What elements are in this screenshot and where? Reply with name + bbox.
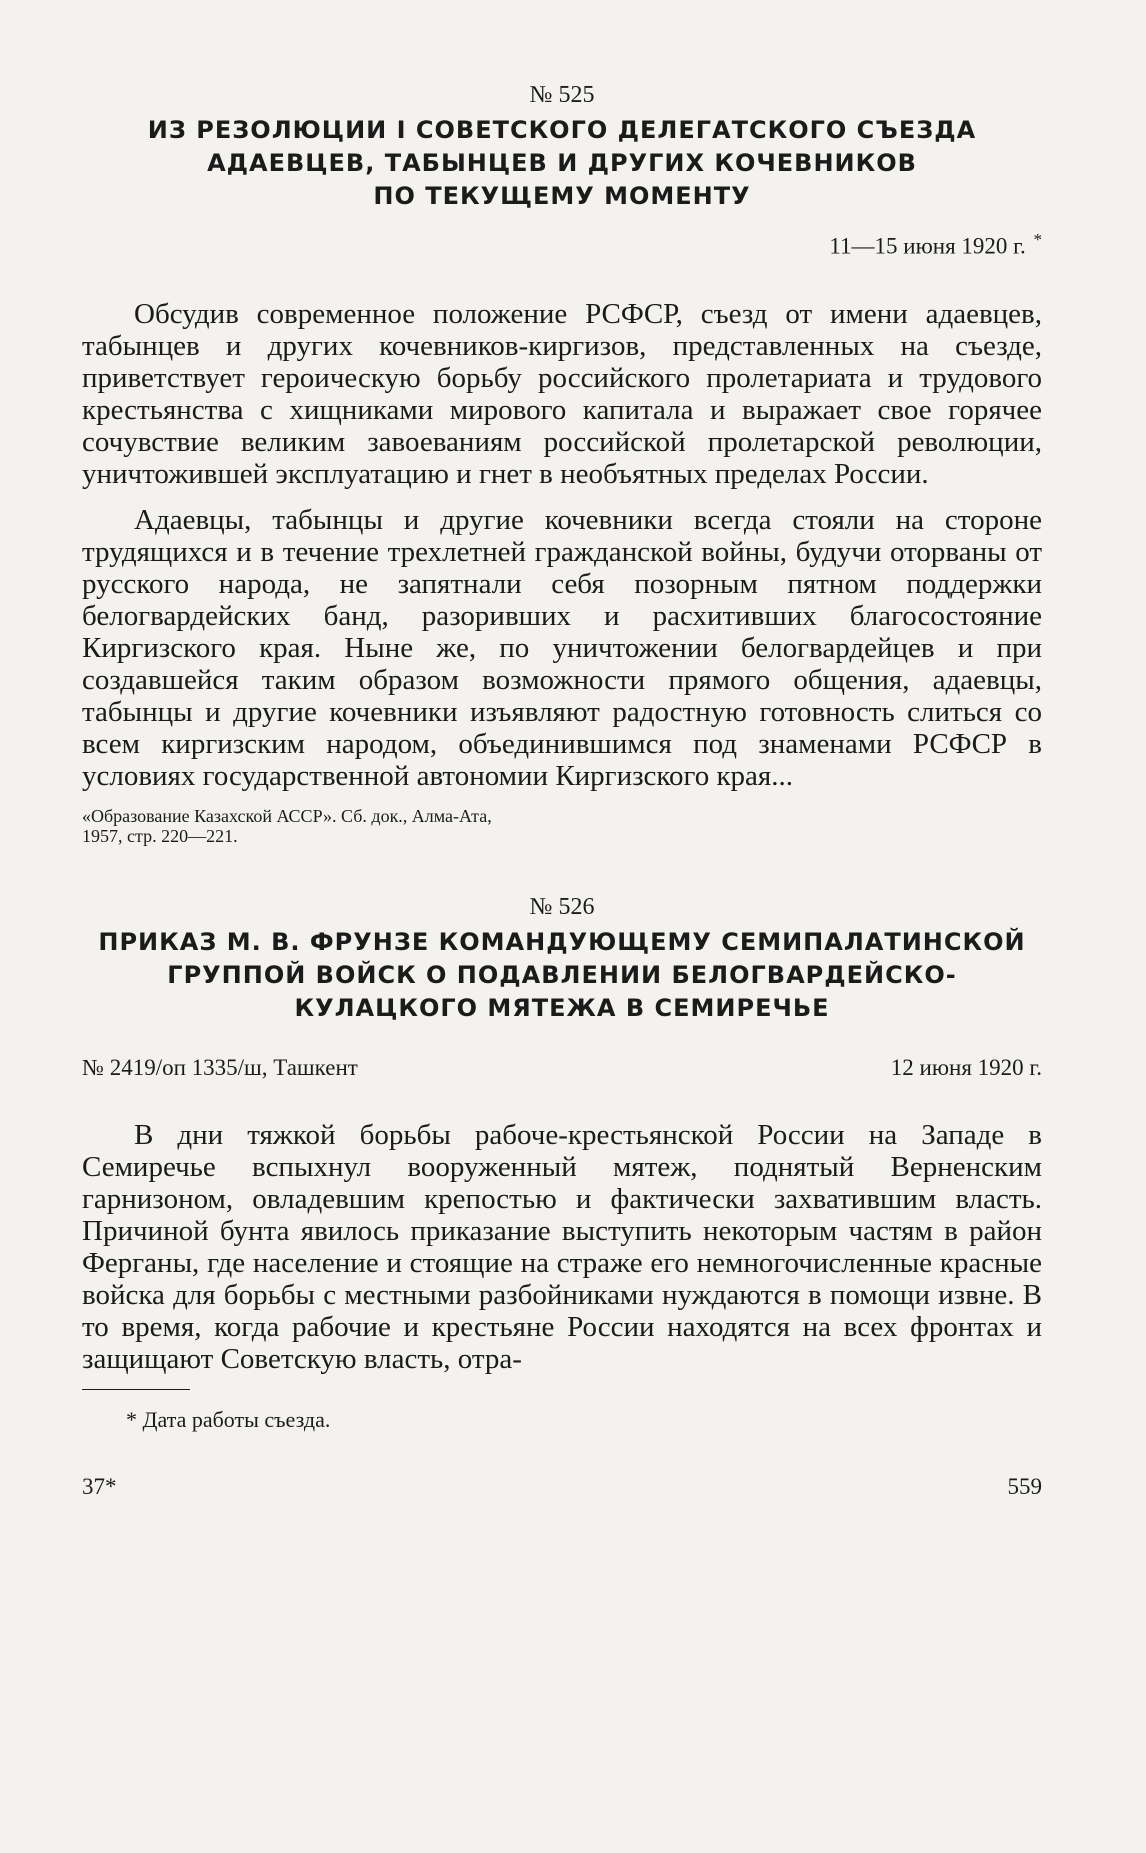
footnote-marker: * [1033,230,1042,249]
footnote: * Дата работы съезда. [126,1406,331,1432]
document-525 [82,80,1042,846]
source-citation: «Образование Казахской АССР». Сб. док., Алма-Ата, 1957, стр. 220—221. [82,805,492,846]
footnote-divider [82,1389,190,1390]
document-number: № 526 [529,893,595,920]
document-title [82,926,1042,1025]
document-526 [82,892,1042,1375]
body-paragraph: В дни тяжкой борьбы рабоче-крестьянской России на Западе в Семиречье вспыхнул вооруженный мятеж, поднятый Верненским гарнизоном, овладевшим крепостью и фактически захватившим власть. Причиной бунта явилось приказание выступить некоторым частям в район Ферганы, где население и стоящие на страже его немногочисленные красные войска для борьбы с местными разбойниками нуждаются в помощи извне. В то время, когда рабочие и крестьяне России находятся на всех фронтах и защищают Советскую власть, отра- [82,1118,1042,1375]
body-paragraph: Обсудив современное положение РСФСР, съезд от имени адаевцев, табынцев и других кочевников-киргизов, представленных на съезде, приветствует героическую борьбу российского пролетариата и трудового крестьянства с хищниками мирового капитала и выражает свое горячее сочувствие великим завоеваниям российской пролетарской революции, уничтожившей эксплуатацию и гнет в необъятных пределах России. [82,297,1042,490]
document-title [82,114,1042,213]
book-page [82,80,1042,1502]
document-title-line: ГРУППОЙ ВОЙСК О ПОДАВЛЕНИИ БЕЛОГВАРДЕЙСКО- [167,960,957,989]
document-number: № 525 [529,82,595,108]
document-meta-line [82,1053,1042,1083]
signature-mark: 37* [82,1473,117,1499]
document-title-line: ПО ТЕКУЩЕМУ МОМЕНТУ [373,182,751,210]
document-date: 12 июня 1920 г. [890,1054,1042,1080]
document-date-line [82,225,1042,262]
document-title-line: АДАЕВЦЕВ, ТАБЫНЦЕВ И ДРУГИХ КОЧЕВНИКОВ [207,149,917,177]
body-paragraph: Адаевцы, табынцы и другие кочевники всегда стояли на стороне трудящихся и в течение трехлетней гражданской войны, будучи оторваны от русского народа, не запятнали себя позорным пятном поддержки белогвардейских банд, разоривших и расхитивших благосостояние Киргизского края. Ныне же, по уничтожении белогвардейцев и при создавшейся таким образом возможности прямого общения, адаевцы, табынцы и другие кочевники изъявляют радостную готовность слиться со всем киргизским народом, объединившимся под знаменами РСФСР в условиях государственной автономии Киргизского края... [82,503,1042,792]
order-reference: № 2419/оп 1335/ш, Ташкент [82,1054,358,1080]
document-title-line: ПРИКАЗ М. В. ФРУНЗЕ КОМАНДУЮЩЕМУ СЕМИПАЛАТИНСКОЙ [98,927,1026,956]
document-date: 11—15 июня 1920 г. [829,233,1026,259]
page-footer [82,1472,1042,1502]
document-title-line: КУЛАЦКОГО МЯТЕЖА В СЕМИРЕЧЬЕ [294,993,830,1022]
page-number: 559 [1007,1473,1042,1499]
document-title-line: ИЗ РЕЗОЛЮЦИИ I СОВЕТСКОГО ДЕЛЕГАТСКОГО СЪЕЗДА [147,116,977,144]
